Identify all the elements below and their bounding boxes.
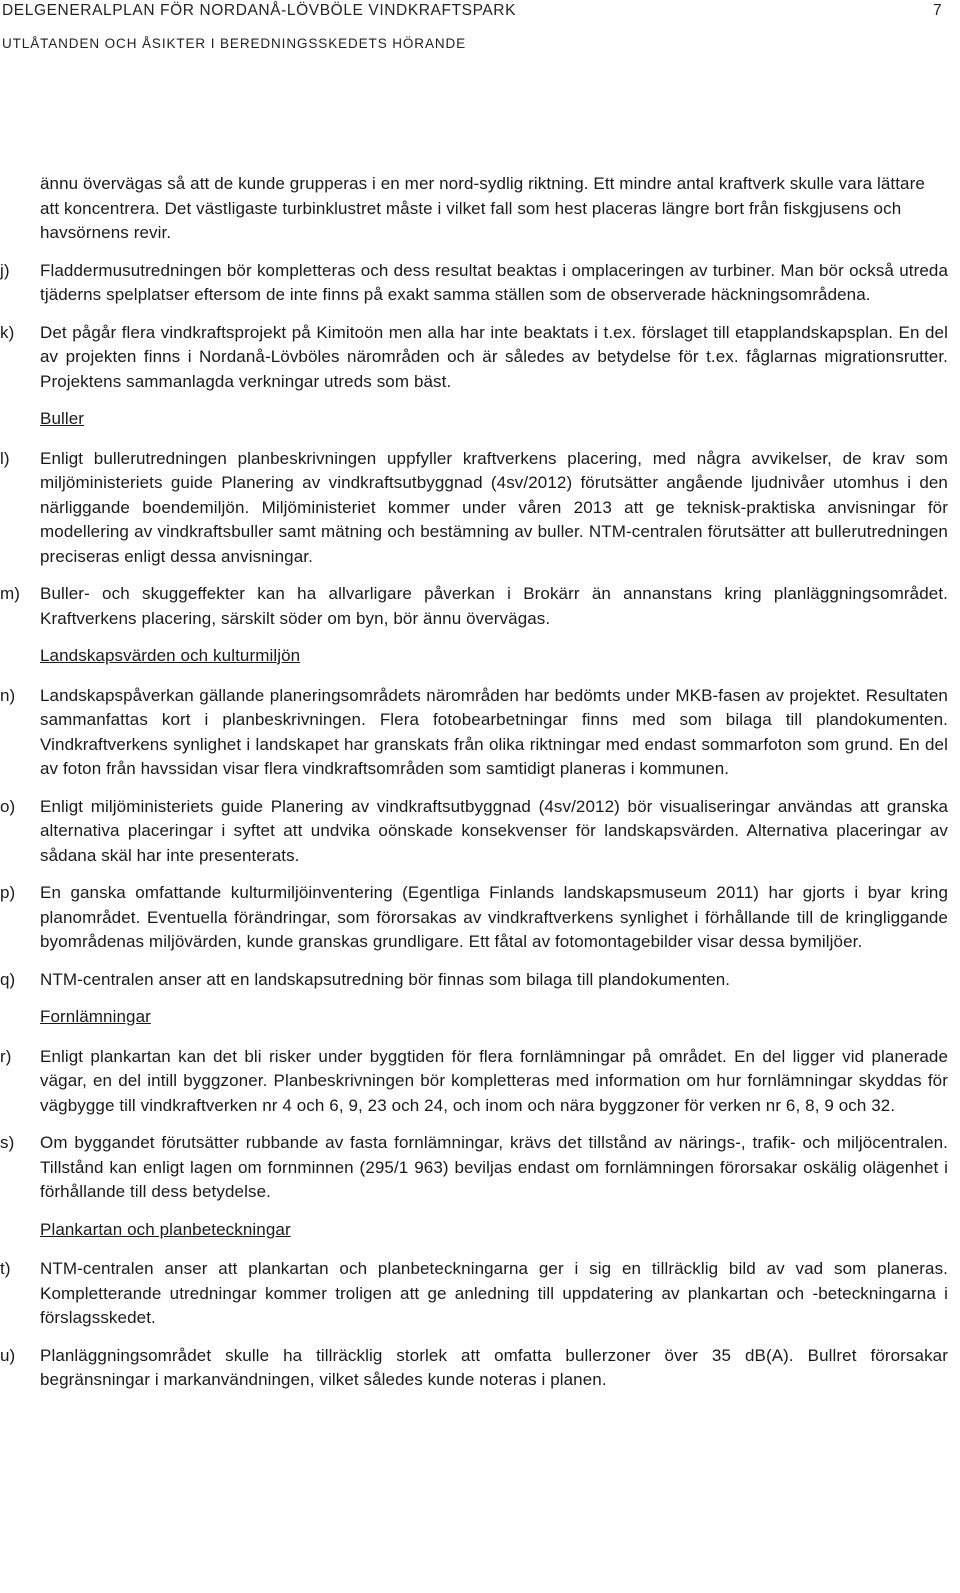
item-marker: l) [0,448,10,468]
item-text: Landskapspåverkan gällande planeringsområdets närområden har bedömts under MKB-fasen av projektet. Resultaten sammanfattas kort i planbeskrivningen. Flera fotobearbetningar finns med som bilaga till plandokumenten. Vindkraftverkens synlighet i landskapet har granskats från olika riktningar med endast sommarfoton som grund. En del av foton från havssidan visar flera vindkraftsområden som samtidigt planeras i kommunen. [40,685,948,778]
section-heading-text: Plankartan och planbeteckningar [40,1219,291,1239]
item-text: NTM-centralen anser att plankartan och planbeteckningarna ger i sig en tillräcklig bild av vad som planeras. Kompletterande utredningar kommer troligen att ge anledning till uppdatering av plankartan och -beteckningarna i förslagsskedet. [40,1259,948,1327]
item-marker: p) [0,883,16,902]
continued-paragraph [0,172,960,246]
item-marker: k) [0,322,15,342]
page-number: 7 [933,2,942,19]
section-heading-buller [0,407,960,432]
item-marker: m) [0,584,21,603]
section-heading-text: Buller [40,409,85,428]
item-marker: r) [0,1046,12,1066]
document-subtitle: UTLÅTANDEN OCH ÅSIKTER I BEREDNINGSSKEDETS HÖRANDE [2,36,467,51]
list-item-q [0,968,960,993]
item-marker: o) [0,796,16,816]
list-item-l [0,447,960,570]
item-text: Enligt plankartan kan det bli risker under byggtiden för flera fornlämningar på området. En del ligger vid planerade vägar, en del intill byggzoner. Planbeskrivningen bör kompletteras med information om hur fornlämningar skyddas för vägbygge till vindkraftverken nr 4 och 6, 9, 23 och 24, och inom och nära byggzoner för verken nr 6, 8, 9 och 32. [40,1046,948,1115]
document-title: DELGENERALPLAN FÖR NORDANÅ-LÖVBÖLE VINDKRAFTSPARK [2,2,517,19]
section-heading-text: Fornlämningar [40,1007,151,1026]
section-heading-fornlamningar [0,1005,960,1030]
list-item-r [0,1045,960,1119]
item-text: Det pågår flera vindkraftsprojekt på Kimitoön men alla har inte beaktats i t.ex. förslaget till etapplandskapsplan. En del av projekten finns i Nordanå-Lövböles närområden och är således av betydelse för t.ex. fåglarnas migrationsrutter. Projektens sammanlagda verkningar utreds som bäst. [40,322,948,391]
item-text: Om byggandet förutsätter rubbande av fasta fornlämningar, krävs det tillstånd av närings-, trafik- och miljöcentralen. Tillstånd kan enligt lagen om fornminnen (295/1 963) beviljas endast om fornlämningen förorsakar oskälig olägenhet i förhållande till dess betydelse. [40,1133,948,1201]
item-text: Fladdermusutredningen bör kompletteras och dess resultat beaktas i omplaceringen av turbiner. Man bör också utreda tjäderns spelplatser eftersom de inte finns på exakt samma ställen som de observerade häckningsområdena. [40,260,948,304]
list-item-o [0,795,960,869]
list-item-s [0,1131,960,1205]
document-body [0,172,960,1406]
list-item-t [0,1257,960,1331]
item-marker: u) [0,1345,16,1365]
section-heading-plankartan [0,1218,960,1243]
page-header [0,0,960,60]
item-text: Enligt bullerutredningen planbeskrivningen uppfyller kraftverkens placering, med några avvikelser, de krav som miljöministeriets guide Planering av vindkraftsutbyggnad (4sv/2012) förutsätter angående ljudnivåer utomhus i den närliggande boendemiljön. Miljöministeriet kommer under våren 2013 att ge teknisk-praktiska anvisningar för modellering av vindkraftsbuller samt mätning och bestämning av buller. NTM-centralen förutsätter att bullerutredningen preciseras enligt dessa anvisningar. [40,448,948,566]
item-marker: s) [0,1133,15,1152]
list-item-u [0,1344,960,1393]
list-item-p [0,881,960,955]
item-marker: q) [0,969,16,989]
item-text: Planläggningsområdet skulle ha tillräcklig storlek att omfatta bullerzoner över 35 dB(A). Bullret förorsakar begränsningar i markanvändningen, vilket således kunde noteras i planen. [40,1345,948,1389]
list-item-j [0,259,960,308]
section-heading-text: Landskapsvärden och kulturmiljön [40,646,301,665]
list-item-m [0,582,960,631]
item-text: En ganska omfattande kulturmiljöinventering (Egentliga Finlands landskapsmuseum 2011) har gjorts i byar kring planområdet. Eventuella förändringar, som förorsakas av vindkraftverkens synlighet i förhållande till de kringliggande byområdenas miljövärden, kunde granskas grundligare. Ett fåtal av fotomontagebilder visar dessa bymiljöer. [40,883,948,951]
item-text: Buller- och skuggeffekter kan ha allvarligare påverkan i Brokärr än annanstans kring planläggningsområdet. Kraftverkens placering, särskilt söder om byn, bör ännu övervägas. [40,584,948,628]
list-item-n [0,684,960,782]
item-marker: n) [0,685,16,705]
item-marker: t) [0,1259,11,1278]
item-text: NTM-centralen anser att en landskapsutredning bör finnas som bilaga till plandokumenten. [40,969,731,989]
item-text: Enligt miljöministeriets guide Planering av vindkraftsutbyggnad (4sv/2012) bör visualiseringar användas att granska alternativa placeringar i syftet att undvika oönskade konsekvenser för landskapsvärden. Alternativa placeringar av sådana skäl har inte presenterats. [40,796,948,865]
paragraph-text: ännu övervägas så att de kunde grupperas i en mer nord-sydlig riktning. Ett mindre antal kraftverk skulle vara lättare att koncentrera. Det västligaste turbinklustret måste i vilket fall som hest placeras längre bort från fiskgjusens och havsörnens revir. [40,174,925,242]
item-marker: j) [0,260,10,280]
list-item-k [0,321,960,395]
section-heading-landskap [0,644,960,669]
